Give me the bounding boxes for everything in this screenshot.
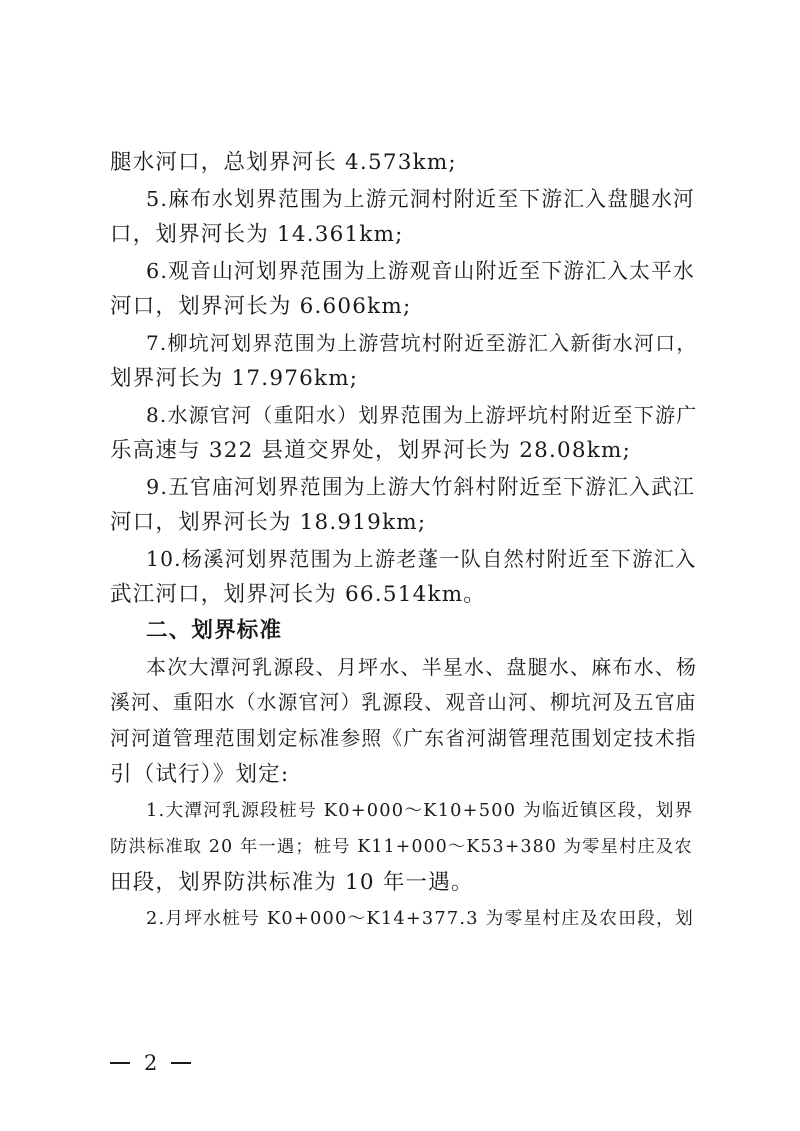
text-line: 河河道管理范围划定标准参照《广东省河湖管理范围划定技术指	[110, 727, 697, 750]
text-line: 本次大潭河乳源段、月坪水、半星水、盘腿水、麻布水、杨	[146, 655, 698, 679]
text-line: 8.水源官河（重阳水）划界范围为上游坪坑村附近至下游广	[146, 403, 698, 427]
page-number: 2	[144, 1051, 158, 1075]
section-heading: 二、划界标准	[146, 618, 283, 643]
text-line: 7.柳坑河划界范围为上游营坑村附近至游汇入新街水河口，	[146, 331, 698, 355]
text-line: 河口，划界河长为 18.919km;	[110, 510, 427, 535]
text-line: 腿水河口，总划界河长 4.573km;	[110, 150, 457, 175]
text-line: 9.五官庙河划界范围为上游大竹斜村附近至下游汇入武江	[146, 475, 695, 499]
text-line: 田段，划界防洪标准为 10 年一遇。	[110, 870, 474, 895]
text-line: 乐高速与 322 县道交界处，划界河长为 28.08km;	[110, 438, 632, 463]
document-body	[110, 145, 698, 937]
page-footer	[110, 1048, 191, 1078]
text-line: 划界河长为 17.976km;	[110, 366, 359, 391]
text-line: 河口，划界河长为 6.606km;	[110, 294, 412, 319]
text-line: 1.大潭河乳源段桩号 K0+000～K10+500 为临近镇区段，划界	[146, 801, 694, 821]
text-line: 武江河口，划界河长为 66.514km。	[110, 582, 486, 607]
text-line: 防洪标准取 20 年一遇；桩号 K11+000～K53+380 为零星村庄及农	[110, 837, 693, 857]
text-line: 6.观音山河划界范围为上游观音山附近至下游汇入太平水	[146, 259, 695, 283]
text-line: 引（试行）》划定:	[110, 762, 290, 787]
text-line: 5.麻布水划界范围为上游元洞村附近至下游汇入盘腿水河	[146, 187, 695, 211]
footer-dash-right	[171, 1062, 191, 1064]
text-line: 10.杨溪河划界范围为上游老蓬一队自然村附近至下游汇入	[146, 547, 697, 571]
footer-dash-left	[110, 1062, 130, 1064]
text-line: 溪河、重阳水（水源官河）乳源段、观音山河、柳坑河及五官庙	[110, 691, 697, 714]
text-line: 口，划界河长为 14.361km;	[110, 222, 404, 247]
text-line: 2.月坪水桩号 K0+000～K14+377.3 为零星村庄及农田段，划	[146, 909, 695, 929]
